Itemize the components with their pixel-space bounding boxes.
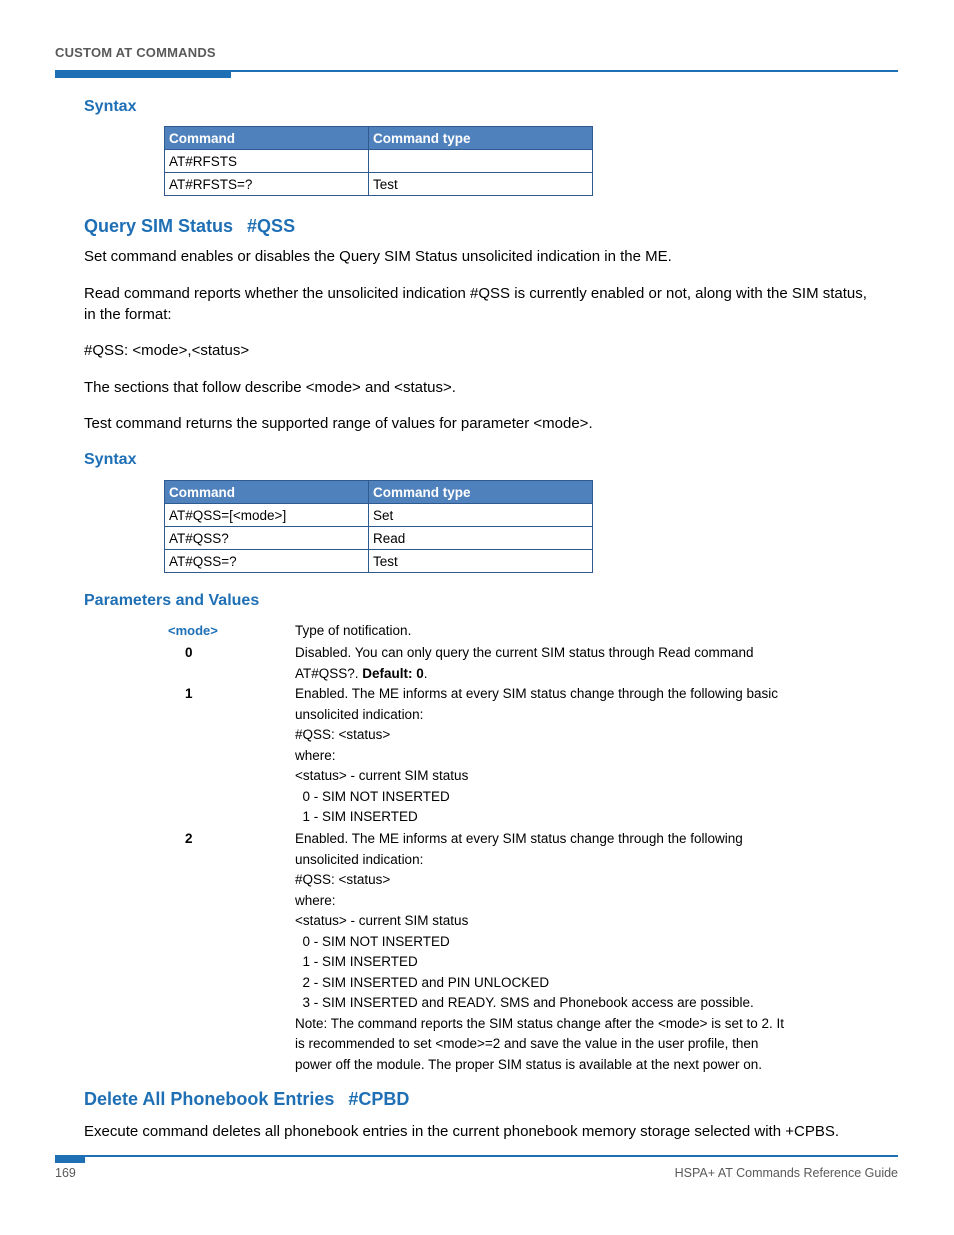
qss-section-title [84, 216, 295, 237]
table-header-row [165, 127, 593, 150]
desc-line: <status> - current SIM status [295, 913, 469, 928]
table-header-command: Command [165, 481, 369, 504]
desc-line: where: [295, 892, 336, 908]
table-cell-command: AT#RFSTS [165, 150, 369, 173]
param-value-2-desc [295, 829, 825, 1075]
footer-page-number: 169 [55, 1166, 76, 1180]
footer-accent-block [55, 1155, 85, 1163]
desc-line: 1 - SIM INSERTED [295, 809, 418, 824]
cpbd-title-text: Delete All Phonebook Entries [84, 1089, 335, 1109]
default-value: Default: 0 [362, 665, 424, 681]
desc-line: unsolicited indication: [295, 851, 424, 867]
desc-text: AT#QSS?. [295, 665, 363, 681]
qss-para-test: Test command returns the supported range of values for parameter <mode>. [84, 415, 593, 432]
qss-params-heading: Parameters and Values [84, 592, 260, 609]
qss-para-format: #QSS: <mode>,<status> [84, 342, 250, 359]
desc-line: unsolicited indication: [295, 706, 424, 722]
desc-line: Note: The command reports the SIM status change after the <mode> is set to 2. It [295, 1015, 785, 1031]
rfsts-syntax-heading: Syntax [84, 98, 137, 115]
table-row [165, 550, 593, 573]
param-value-2-key: 2 [185, 831, 193, 846]
desc-line: 3 - SIM INSERTED and READY. SMS and Phonebook access are possible. [295, 995, 754, 1010]
param-value-0-key: 0 [185, 645, 193, 660]
table-header-command-type: Command type [369, 127, 593, 150]
table-cell-command: AT#QSS=[<mode>] [165, 504, 369, 527]
qss-title-code: #QSS [247, 216, 296, 236]
table-cell-command: AT#QSS=? [165, 550, 369, 573]
table-cell-command: AT#RFSTS=? [165, 173, 369, 196]
desc-line [295, 664, 825, 685]
header-accent-block [55, 70, 231, 78]
param-value-1-key: 1 [185, 686, 193, 701]
cpbd-title-code: #CPBD [348, 1089, 410, 1109]
table-header-row [165, 481, 593, 504]
footer-doc-title: HSPA+ AT Commands Reference Guide [674, 1166, 898, 1180]
table-cell-type: Set [369, 504, 593, 527]
desc-line: power off the module. The proper SIM status is available at the next power on. [295, 1056, 763, 1072]
table-header-command-type: Command type [369, 481, 593, 504]
header-section-label: CUSTOM AT COMMANDS [55, 45, 216, 60]
qss-para-read: Read command reports whether the unsolicited indication #QSS is currently enabled or not, along with the SIM status, in the format: [84, 285, 867, 323]
param-value-1-desc [295, 684, 825, 828]
desc-line: 0 - SIM NOT INSERTED [295, 788, 450, 804]
desc-line: #QSS: <status> [295, 727, 391, 742]
qss-syntax-table [164, 480, 593, 573]
table-row [165, 504, 593, 527]
table-cell-command: AT#QSS? [165, 527, 369, 550]
desc-line: Enabled. The ME informs at every SIM status change through the following [295, 831, 743, 846]
rfsts-syntax-table [164, 126, 593, 196]
desc-line: is recommended to set <mode>=2 and save the value in the user profile, then [295, 1036, 759, 1051]
table-cell-type [369, 150, 593, 173]
table-row [165, 527, 593, 550]
qss-para-sections: The sections that follow describe <mode> and <status>. [84, 379, 456, 396]
param-mode-name: <mode> [168, 623, 218, 638]
table-row [165, 150, 593, 173]
qss-syntax-heading: Syntax [84, 451, 137, 468]
cpbd-para-execute: Execute command deletes all phonebook entries in the current phonebook memory storage selected with +CPBS. [84, 1123, 840, 1140]
desc-line: 1 - SIM INSERTED [295, 954, 418, 969]
table-cell-type: Read [369, 527, 593, 550]
qss-para-set: Set command enables or disables the Query SIM Status unsolicited indication in the ME. [84, 248, 672, 265]
table-header-command: Command [165, 127, 369, 150]
param-mode-desc: Type of notification. [295, 623, 412, 638]
table-cell-type: Test [369, 550, 593, 573]
desc-line: Enabled. The ME informs at every SIM status change through the following basic [295, 686, 779, 701]
qss-title-text: Query SIM Status [84, 216, 234, 236]
desc-text: . [423, 665, 428, 681]
desc-line: <status> - current SIM status [295, 768, 469, 783]
desc-line: #QSS: <status> [295, 872, 391, 887]
cpbd-section-title [84, 1089, 409, 1110]
desc-line: Disabled. You can only query the current SIM status through Read command [295, 645, 754, 660]
footer-rule [55, 1155, 898, 1157]
table-row [165, 173, 593, 196]
param-value-0-desc [295, 643, 825, 684]
table-cell-type: Test [369, 173, 593, 196]
desc-line: where: [295, 747, 336, 763]
desc-line: 2 - SIM INSERTED and PIN UNLOCKED [295, 974, 550, 990]
desc-line: 0 - SIM NOT INSERTED [295, 933, 450, 949]
